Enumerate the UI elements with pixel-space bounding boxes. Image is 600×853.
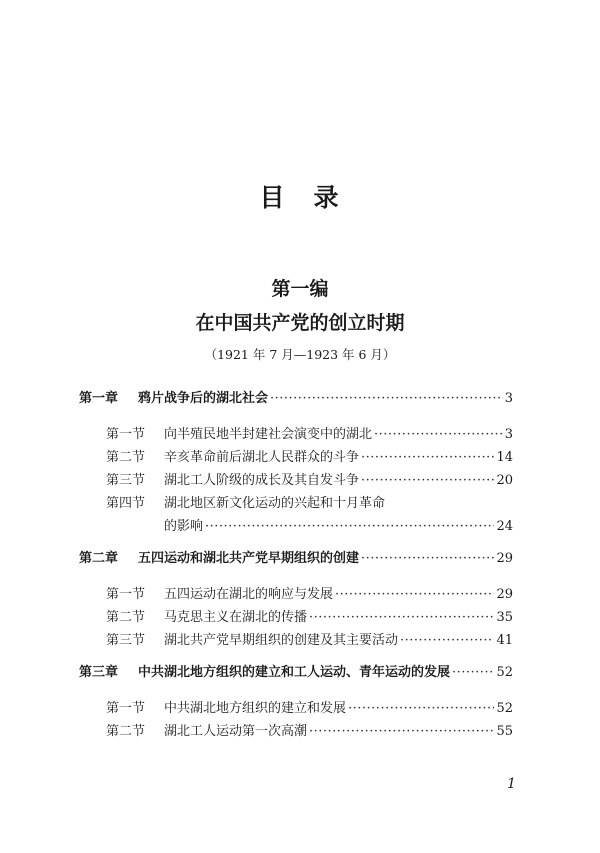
part-title: 在中国共产党的创立时期: [195, 312, 405, 334]
toc-title: 鸦片战争后的湖北社会: [138, 391, 269, 406]
toc-page: 3: [504, 427, 513, 442]
dot-leader: [309, 610, 494, 625]
toc-page: 3: [504, 391, 513, 406]
toc-page: 29: [496, 587, 513, 602]
toc-label: 第二节: [106, 724, 146, 739]
toc-label: 第二章: [79, 551, 119, 566]
part-period: （1921 年 7 月—1923 年 6 月）: [204, 347, 396, 362]
toc-title: 中共湖北地方组织的建立和发展: [164, 701, 347, 716]
toc-page: 29: [496, 551, 513, 566]
toc-title: 湖北工人阶级的成长及其自发斗争: [164, 473, 360, 488]
toc-title: 中共湖北地方组织的建立和工人运动、青年运动的发展: [138, 665, 451, 680]
toc-label: 第一节: [106, 427, 146, 442]
dot-leader: [374, 427, 503, 442]
page-number: 1: [507, 776, 516, 792]
toc-label: 第二节: [106, 610, 146, 625]
toc-section-3-1[interactable]: [106, 697, 513, 716]
toc-page: 35: [496, 610, 513, 625]
toc-title: 的影响: [164, 519, 204, 534]
toc-section-1-3[interactable]: [106, 469, 513, 488]
dot-leader: [270, 391, 503, 406]
toc-label: 第一节: [106, 587, 146, 602]
toc-title: 五四运动在湖北的响应与发展: [164, 587, 334, 602]
toc-section-3-2[interactable]: [106, 720, 513, 739]
toc-page: 20: [496, 473, 513, 488]
toc-chapter-3[interactable]: [79, 661, 513, 680]
toc-title: 湖北共产党早期组织的创建及其主要活动: [164, 633, 399, 648]
toc-chapter-1[interactable]: [79, 387, 513, 406]
toc-title: 湖北工人运动第一次高潮: [164, 724, 308, 739]
toc-title: 马克思主义在湖北的传播: [164, 610, 308, 625]
toc-section-2-2[interactable]: [106, 606, 513, 625]
toc-section-2-1[interactable]: [106, 583, 513, 602]
toc-label: 第一节: [106, 701, 146, 716]
toc-label: 第一章: [79, 391, 119, 406]
toc-label: 第三节: [106, 473, 146, 488]
toc-page: 52: [496, 665, 513, 680]
dot-leader: [348, 701, 494, 716]
toc-section-1-1[interactable]: [106, 423, 513, 442]
toc-page: 52: [496, 701, 513, 716]
toc-section-1-4[interactable]: [106, 492, 513, 511]
toc-section-2-3[interactable]: [106, 629, 513, 648]
toc-section-1-4-continued[interactable]: [164, 515, 513, 534]
dot-leader: [452, 665, 494, 680]
dot-leader: [361, 450, 494, 465]
toc-page: 41: [496, 633, 513, 648]
toc-page: 55: [496, 724, 513, 739]
toc-title: 五四运动和湖北共产党早期组织的创建: [138, 551, 360, 566]
dot-leader: [335, 587, 494, 602]
dot-leader: [309, 724, 494, 739]
toc-title: 向半殖民地半封建社会演变中的湖北: [164, 427, 373, 442]
toc-label: 第三节: [106, 633, 146, 648]
dot-leader: [361, 551, 494, 566]
toc-page: 14: [496, 450, 513, 465]
toc-page: 24: [496, 519, 513, 534]
dot-leader: [361, 473, 494, 488]
part-label: 第一编: [271, 278, 329, 300]
toc-title: 湖北地区新文化运动的兴起和十月革命: [164, 496, 386, 511]
toc-label: 第四节: [106, 496, 146, 511]
toc-title: 辛亥革命前后湖北人民群众的斗争: [164, 450, 360, 465]
dot-leader: [205, 519, 494, 534]
toc-chapter-2[interactable]: [79, 547, 513, 566]
toc-label: 第二节: [106, 450, 146, 465]
dot-leader: [400, 633, 494, 648]
toc-label: 第三章: [79, 665, 119, 680]
page-title: 目 录: [259, 183, 341, 212]
toc-section-1-2[interactable]: [106, 446, 513, 465]
